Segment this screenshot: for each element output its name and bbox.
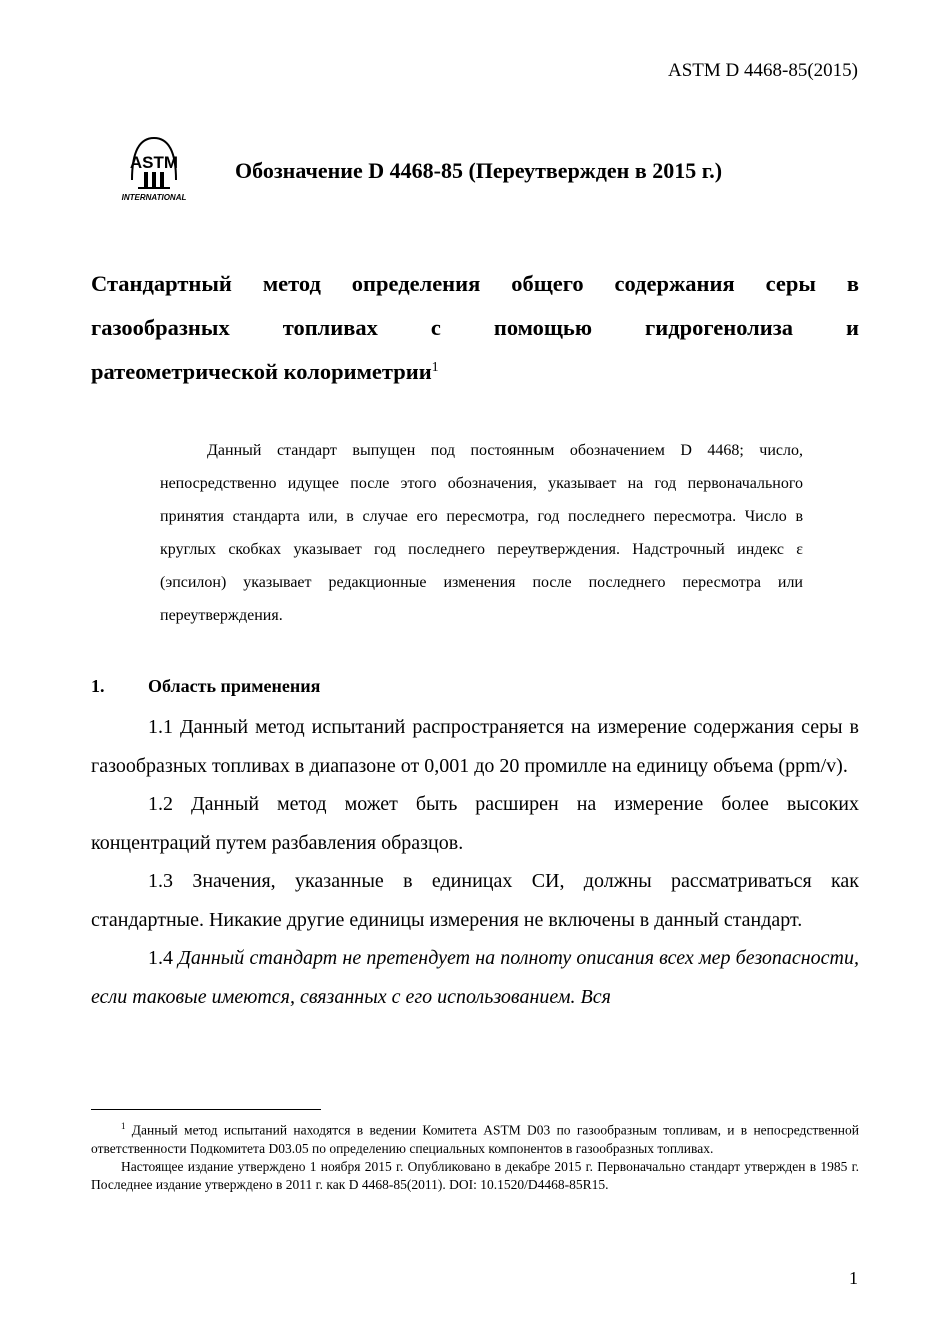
title-line-3: ратеометрической колориметрии [91,359,432,384]
document-title [91,262,859,394]
title-line-1: Стандартный метод определения общего содержания серы в [91,271,859,296]
section-1-title: Область применения [148,676,321,696]
logo-international-text: INTERNATIONAL [121,193,187,202]
paragraph-1-3 [91,862,859,939]
paragraph-text: Данный метод может быть расширен на измерение более высоких концентраций путем разбавления образцов. [91,793,859,854]
section-1-heading [91,676,320,697]
page-number: 1 [849,1268,858,1288]
footnote-1 [91,1117,859,1158]
footnote-2 [91,1158,859,1194]
footnote-separator [91,1109,321,1110]
standard-notice: Данный стандарт выпущен под постоянным обозначением D 4468; число, непосредственно идущее после этого обозначения, указывает на год первоначального принятия стандарта или, в случае его пересмотра, год последнего пересмотра. Число в круглых скобках указывает год последнего переутверждения. Надстрочный индекс ε (эпсилон) указывает редакционные изменения после последнего пересмотра или переутверждения. [160,442,803,624]
section-1-body [91,708,859,1016]
paragraph-number: 1.3 [148,870,173,892]
paragraph-1-1 [91,708,859,785]
astm-logo [112,132,196,204]
paragraph-text: Данный метод испытаний распространяется на измерение содержания серы в газообразных топливах в диапазоне от 0,001 до 20 промилле на единицу объема (ppm/v). [91,716,859,777]
paragraph-number: 1.1 [148,716,173,738]
paragraph-text: Данный стандарт не претендует на полноту описания всех мер безопасности, если таковые имеются, связанных с его использованием. Вся [91,947,860,1008]
footnotes [91,1117,859,1194]
footnote-1-text: Данный метод испытаний находятся в ведении Комитета ASTM D03 по газообразным топливам, и в непосредственной ответственности Подкомитета D03.05 по определению специальных компонентов в газообразных топливах. [91,1122,859,1156]
title-footnote-mark: 1 [431,360,439,375]
title-line-2: газообразных топливах с помощью гидрогенолиза и [91,315,859,340]
footnote-mark: 1 [121,1121,126,1131]
paragraph-1-2 [91,785,859,862]
standard-designation: Обозначение D 4468-85 (Переутвержден в 2015 г.) [235,158,723,183]
header-standard-code: ASTM D 4468-85(2015) [668,60,858,81]
astm-logo-text: ASTM [129,153,179,172]
title-line-3-wrap [91,350,859,394]
footnote-2-text: Настоящее издание утверждено 1 ноября 2015 г. Опубликовано в декабре 2015 г. Первоначально стандарт утвержден в 1985 г. Последнее издание утверждено в 2011 г. как D 4468-85(2011). DOI: 10.1520/D4468-85R15. [91,1158,859,1192]
paragraph-text: Значения, указанные в единицах СИ, должны рассматриваться как стандартные. Никакие другие единицы измерения не включены в данный стандарт. [91,870,859,931]
section-1-number: 1. [91,676,105,696]
astm-logo-mark [130,138,178,188]
paragraph-1-4 [91,939,859,1016]
paragraph-number: 1.2 [148,793,173,815]
paragraph-number: 1.4 [148,947,173,969]
